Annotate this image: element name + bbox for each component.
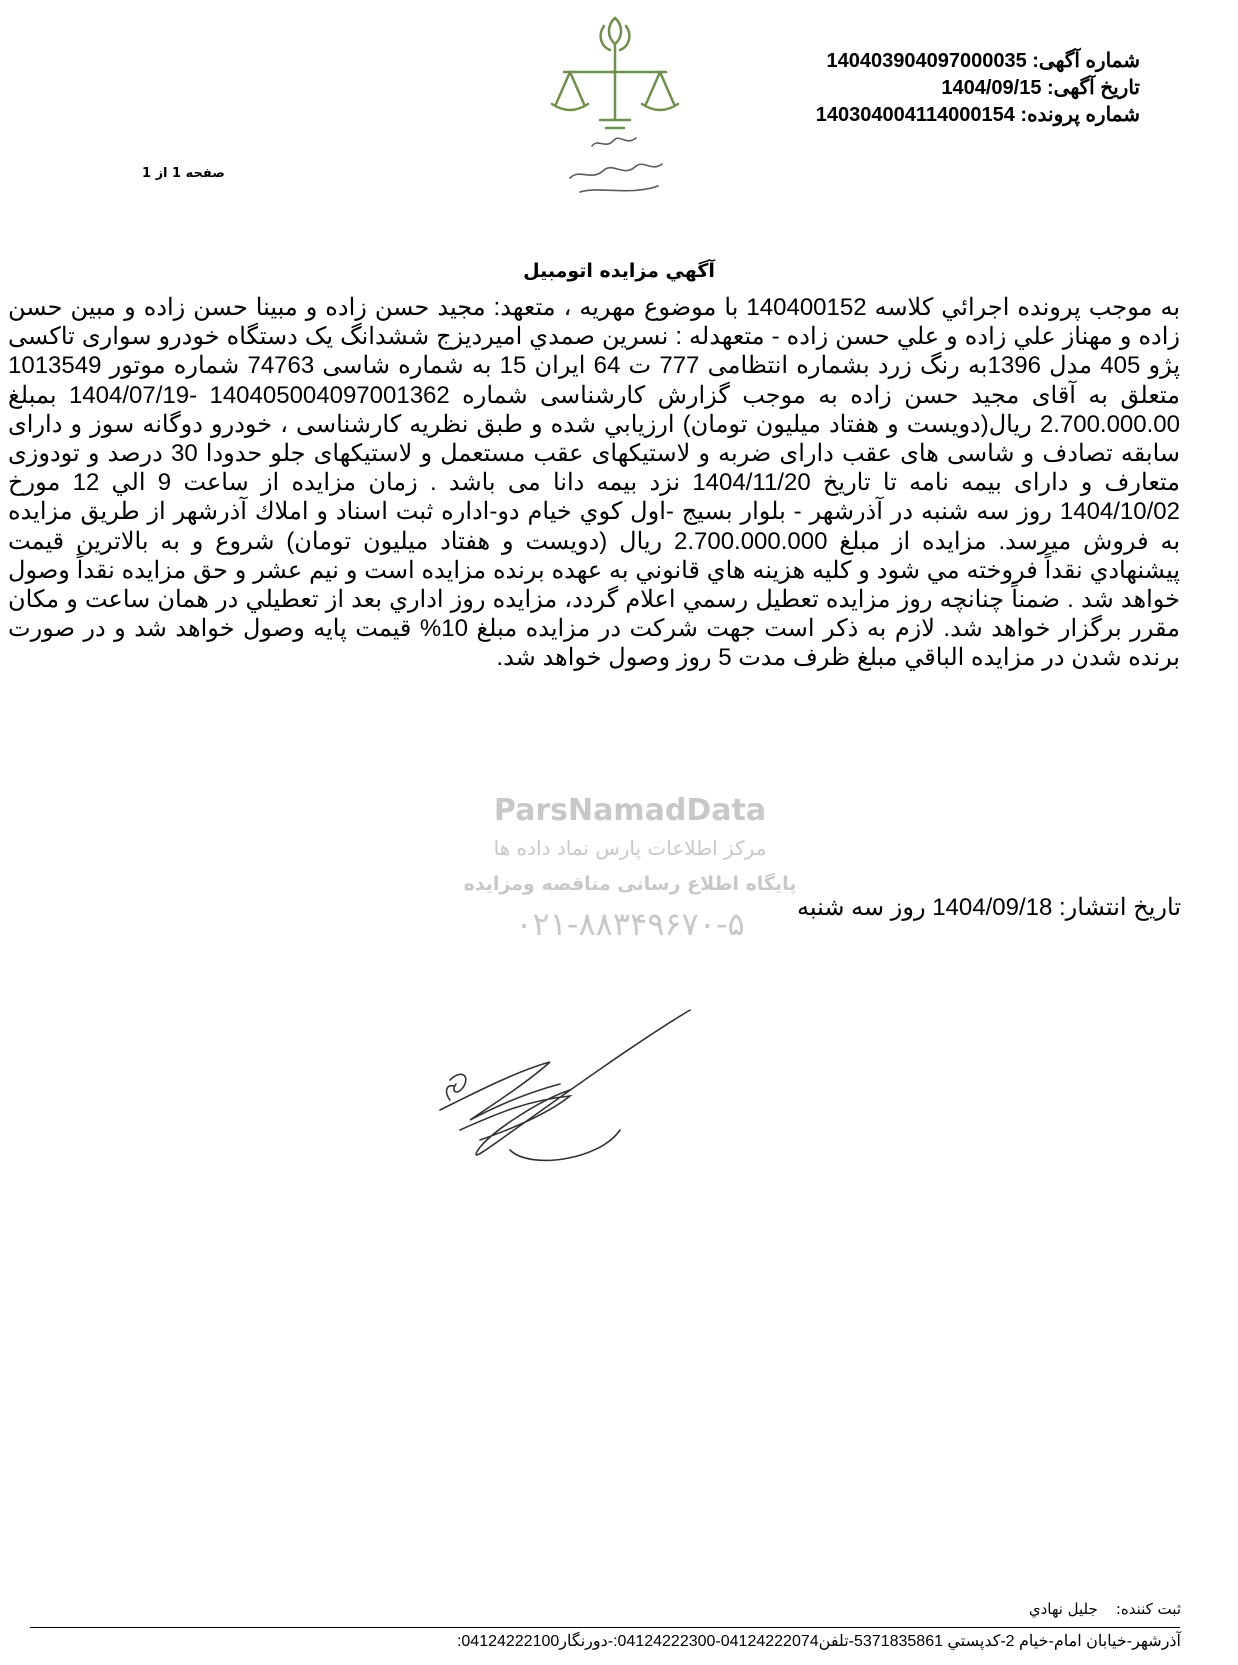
publication-date-row — [797, 893, 1181, 922]
registrar-name: جلیل نهادي — [1028, 1600, 1098, 1618]
handwritten-signature — [420, 1000, 720, 1170]
notice-date: 1404/09/15 — [941, 77, 1042, 99]
registrar-row — [1029, 1600, 1181, 1618]
watermark-phone: ۰۲۱-۸۸۳۴۹۶۷۰-۵ — [515, 905, 745, 943]
file-number-label: شماره پرونده: — [1020, 104, 1140, 126]
registrar-label: ثبت کننده: — [1115, 1600, 1181, 1618]
notice-number-row — [816, 48, 1140, 75]
judiciary-emblem-logo — [540, 10, 690, 210]
notice-body: به موجب پرونده اجرائي كلاسه 140400152 با موضوع مهریه ، متعهد: مجید حسن زاده و مبینا حسن زاده و مبین حسن زاده و مهناز علي زاده و علي حسن زاده - متعهدله : نسرين صمدي اميرديزج ششدانگ یک دستگاه خودرو سواری تاکسی پژو 405 مدل 1396به رنگ زرد بشماره انتظامی 777 ت 64 ایران 15 به شماره شاسی 74763 شماره موتور 1013549 متعلق به آقای مجید حسن زاده به موجب گزارش کارشناسی شماره 140405004097001362 -1404/07/19 بمبلغ 2.700.000.00 ريال(دویست و هفتاد میلیون تومان) ارزيابي شده و طبق نظریه کارشناسی ، خودرو دوگانه سوز و دارای سابقه تصادف و شاسی های عقب دارای ضربه و لاستیکهای عقب مستعمل و لاستیکهای جلو حدودا 30 درصد و تودوزی متعارف و دارای بیمه نامه تا تاریخ 1404/11/20 نزد بیمه دانا می باشد . زمان مزایده از ساعت 9 الي 12 مورخ 1404/10/02 روز سه شنبه در آذرشهر - بلوار بسیج -اول کوي خیام دو-اداره ثبت اسناد و املاك آذرشهر از طريق مزايده به فروش ميرسد. مزايده از مبلغ 2.700.000.000 ريال (دویست و هفتاد میلیون تومان) شروع و به بالاترين قيمت پيشنهادي نقداً فروخته مي شود و كليه هزينه هاي قانوني به عهده برنده مزايده است و نيم عشر و حق مزايده نقداً وصول خواهد شد . ضمناً چنانچه روز مزايده تعطيل رسمي اعلام گردد، مزايده روز اداري بعد از تعطيلي در همان ساعت و مكان مقرر برگزار خواهد شد. لازم به ذکر است جهت شرکت در مزایده مبلغ 10% قیمت پایه وصول خواهد شد و در صورت برنده شدن در مزایده الباقي مبلغ ظرف مدت 5 روز وصول خواهد شد. — [8, 294, 1181, 672]
file-number-row — [816, 102, 1140, 129]
watermark-line2: پایگاه اطلاع رسانی مناقصه ومزایده — [463, 873, 797, 895]
footer-divider — [30, 1627, 1180, 1628]
publication-value: 1404/09/18 روز سه شنبه — [796, 894, 1053, 921]
file-number: 140304004114000154 — [815, 104, 1015, 126]
watermark-brand: ParsNamadData — [493, 793, 767, 828]
watermark-line1: مرکز اطلاعات پارس نماد داده ها — [493, 836, 767, 860]
page-indicator: صفحه 1 از 1 — [142, 166, 225, 181]
notice-date-row — [816, 75, 1140, 102]
notice-number-label: شماره آگهی: — [1032, 50, 1140, 72]
footer-address: آذرشهر-خيابان امام-خيام 2-كدپستي 5371835861-تلفن04124222074-04124222300:-دورنگار04124222100: — [456, 1633, 1181, 1650]
notice-number: 140403904097000035 — [826, 50, 1027, 72]
notice-date-label: تاریخ آگهی: — [1047, 77, 1140, 99]
document-title: آگهي مزايده اتومبيل — [523, 260, 715, 282]
publication-label: تاریخ انتشار: — [1059, 894, 1181, 921]
watermark-stamp — [420, 650, 840, 1030]
notice-meta — [816, 48, 1140, 129]
